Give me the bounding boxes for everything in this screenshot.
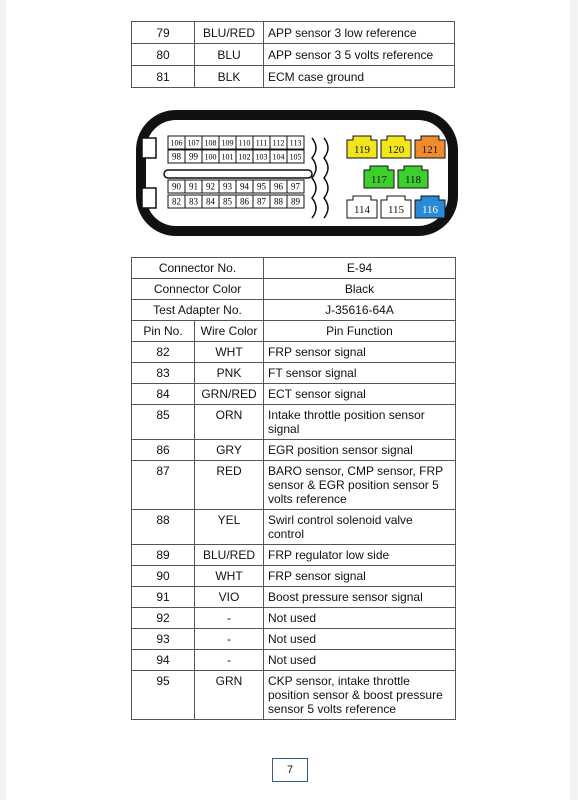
table-row	[132, 44, 455, 66]
pin-label: 113	[289, 138, 302, 148]
col-func-header: Pin Function	[264, 321, 456, 342]
cell-func: FT sensor signal	[264, 363, 456, 384]
connector-color-label: Connector Color	[132, 279, 264, 300]
cell-wire: BLU	[195, 44, 264, 66]
left-latch-upper	[142, 138, 156, 158]
cell-wire: WHT	[195, 566, 264, 587]
pin-label: 100	[204, 152, 217, 162]
pin-label: 90	[172, 181, 181, 192]
cell-wire: BLK	[195, 66, 264, 88]
col-pin-header: Pin No.	[132, 321, 195, 342]
cell-wire: BLU/RED	[195, 545, 264, 566]
cell-func: Not used	[264, 629, 456, 650]
pin-label: 97	[291, 181, 300, 192]
pin-label: 96	[274, 181, 283, 192]
cell-wire: RED	[195, 461, 264, 510]
cell-pin: 79	[132, 22, 195, 44]
pin-label: 91	[189, 181, 198, 192]
pin-label: 101	[221, 152, 234, 162]
cell-pin: 84	[132, 384, 195, 405]
pin-label: 111	[255, 138, 268, 148]
pin-110	[236, 136, 253, 149]
pin-label: 117	[370, 174, 388, 186]
cell-pin: 81	[132, 66, 195, 88]
pin-95	[253, 180, 270, 193]
cell-wire: PNK	[195, 363, 264, 384]
table-row	[132, 629, 456, 650]
connector-no-row	[132, 258, 456, 279]
pin-107	[185, 136, 202, 149]
table-row	[132, 671, 456, 720]
pin-label: 115	[387, 204, 405, 216]
cell-func: ECT sensor signal	[264, 384, 456, 405]
pin-label: 104	[272, 152, 285, 162]
table-row	[132, 363, 456, 384]
pin-113	[287, 136, 304, 149]
pin-label: 86	[240, 196, 249, 207]
pin-label: 89	[291, 196, 300, 207]
pin-108	[202, 136, 219, 149]
pin-89	[287, 195, 304, 208]
pin-label: 110	[238, 138, 251, 148]
connector-diagram	[134, 108, 464, 240]
cell-wire: GRY	[195, 440, 264, 461]
cell-wire: VIO	[195, 587, 264, 608]
cell-func: Intake throttle position sensor signal	[264, 405, 456, 440]
cell-pin: 86	[132, 440, 195, 461]
pin-105	[287, 150, 304, 163]
pin-112	[270, 136, 287, 149]
pin-102	[236, 150, 253, 163]
cell-func: Boost pressure sensor signal	[264, 587, 456, 608]
pin-label: 93	[223, 181, 232, 192]
pin-94	[236, 180, 253, 193]
cell-pin: 95	[132, 671, 195, 720]
pin-label: 105	[289, 152, 302, 162]
test-adapter-label: Test Adapter No.	[132, 300, 264, 321]
pin-87	[253, 195, 270, 208]
pin-label: 120	[387, 144, 405, 156]
pin-label: 85	[223, 196, 232, 207]
pin-92	[202, 180, 219, 193]
pin-label: 87	[257, 196, 266, 207]
pin-90	[168, 180, 185, 193]
table-row	[132, 66, 455, 88]
cell-func: ECM case ground	[264, 66, 455, 88]
left-latch-lower	[142, 188, 156, 208]
test-adapter-row	[132, 300, 456, 321]
cell-func: FRP regulator low side	[264, 545, 456, 566]
pin-label: 92	[206, 181, 215, 192]
pin-label: 108	[204, 138, 217, 148]
table-row	[132, 510, 456, 545]
cell-wire: -	[195, 608, 264, 629]
cell-pin: 91	[132, 587, 195, 608]
cell-wire: BLU/RED	[195, 22, 264, 44]
table-row	[132, 22, 455, 44]
pin-111	[253, 136, 270, 149]
table-row	[132, 587, 456, 608]
center-key	[164, 170, 312, 178]
pin-86	[236, 195, 253, 208]
cell-pin: 87	[132, 461, 195, 510]
pin-label: 114	[353, 204, 371, 216]
table-row	[132, 461, 456, 510]
pin-83	[185, 195, 202, 208]
table-row	[132, 405, 456, 440]
cell-pin: 92	[132, 608, 195, 629]
cell-pin: 80	[132, 44, 195, 66]
connector-color-value: Black	[264, 279, 456, 300]
cell-func: FRP sensor signal	[264, 342, 456, 363]
pin-96	[270, 180, 287, 193]
pin-101	[219, 150, 236, 163]
cell-wire: GRN/RED	[195, 384, 264, 405]
col-wire-header: Wire Color	[195, 321, 264, 342]
pin-91	[185, 180, 202, 193]
pin-table-continued	[131, 21, 455, 88]
cell-func: CKP sensor, intake throttle position sensor & boost pressure sensor 5 volts reference	[264, 671, 456, 720]
pin-84	[202, 195, 219, 208]
page-number: 7	[272, 758, 308, 782]
pin-function-table	[131, 257, 456, 720]
pin-label: 82	[172, 196, 181, 207]
pin-97	[287, 180, 304, 193]
cell-func: EGR position sensor signal	[264, 440, 456, 461]
pin-106	[168, 136, 185, 149]
pin-109	[219, 136, 236, 149]
pin-label: 121	[421, 144, 439, 156]
cell-wire: ORN	[195, 405, 264, 440]
pin-label: 119	[353, 144, 371, 156]
pin-label: 84	[206, 196, 215, 207]
pin-82	[168, 195, 185, 208]
pin-label: 102	[238, 152, 251, 162]
pin-label: 103	[255, 152, 268, 162]
connector-no-value: E-94	[264, 258, 456, 279]
cell-func: BARO sensor, CMP sensor, FRP sensor & EGR position sensor 5 volts reference	[264, 461, 456, 510]
pin-85	[219, 195, 236, 208]
cell-pin: 88	[132, 510, 195, 545]
cell-pin: 85	[132, 405, 195, 440]
test-adapter-value: J-35616-64A	[264, 300, 456, 321]
pin-label: 94	[240, 181, 249, 192]
cell-func: FRP sensor signal	[264, 566, 456, 587]
pin-label: 106	[170, 138, 183, 148]
table-row	[132, 545, 456, 566]
pin-label: 118	[404, 174, 422, 186]
cell-func: Not used	[264, 608, 456, 629]
table-row	[132, 566, 456, 587]
table-row	[132, 342, 456, 363]
cell-func: Not used	[264, 650, 456, 671]
table-row	[132, 440, 456, 461]
cell-wire: -	[195, 629, 264, 650]
pin-label: 95	[257, 181, 266, 192]
cell-pin: 90	[132, 566, 195, 587]
pin-104	[270, 150, 287, 163]
cell-wire: YEL	[195, 510, 264, 545]
pin-93	[219, 180, 236, 193]
pin-label: 83	[189, 196, 198, 207]
cell-pin: 83	[132, 363, 195, 384]
cell-pin: 82	[132, 342, 195, 363]
pin-label: 116	[421, 204, 439, 216]
pin-label: 107	[187, 138, 200, 148]
cell-func: APP sensor 3 low reference	[264, 22, 455, 44]
pin-label: 99	[189, 151, 198, 162]
column-header-row	[132, 321, 456, 342]
connector-no-label: Connector No.	[132, 258, 264, 279]
cell-wire: WHT	[195, 342, 264, 363]
table-row	[132, 650, 456, 671]
pin-label: 88	[274, 196, 283, 207]
pin-label: 109	[221, 138, 234, 148]
pin-label: 98	[172, 151, 181, 162]
cell-pin: 89	[132, 545, 195, 566]
pin-100	[202, 150, 219, 163]
pin-103	[253, 150, 270, 163]
pin-label: 112	[272, 138, 285, 148]
cell-pin: 94	[132, 650, 195, 671]
table-row	[132, 608, 456, 629]
cell-wire: -	[195, 650, 264, 671]
cell-wire: GRN	[195, 671, 264, 720]
connector-color-row	[132, 279, 456, 300]
table-row	[132, 384, 456, 405]
pin-99	[185, 150, 202, 163]
pin-98	[168, 150, 185, 163]
cell-func: Swirl control solenoid valve control	[264, 510, 456, 545]
cell-func: APP sensor 3 5 volts reference	[264, 44, 455, 66]
pin-88	[270, 195, 287, 208]
cell-pin: 93	[132, 629, 195, 650]
